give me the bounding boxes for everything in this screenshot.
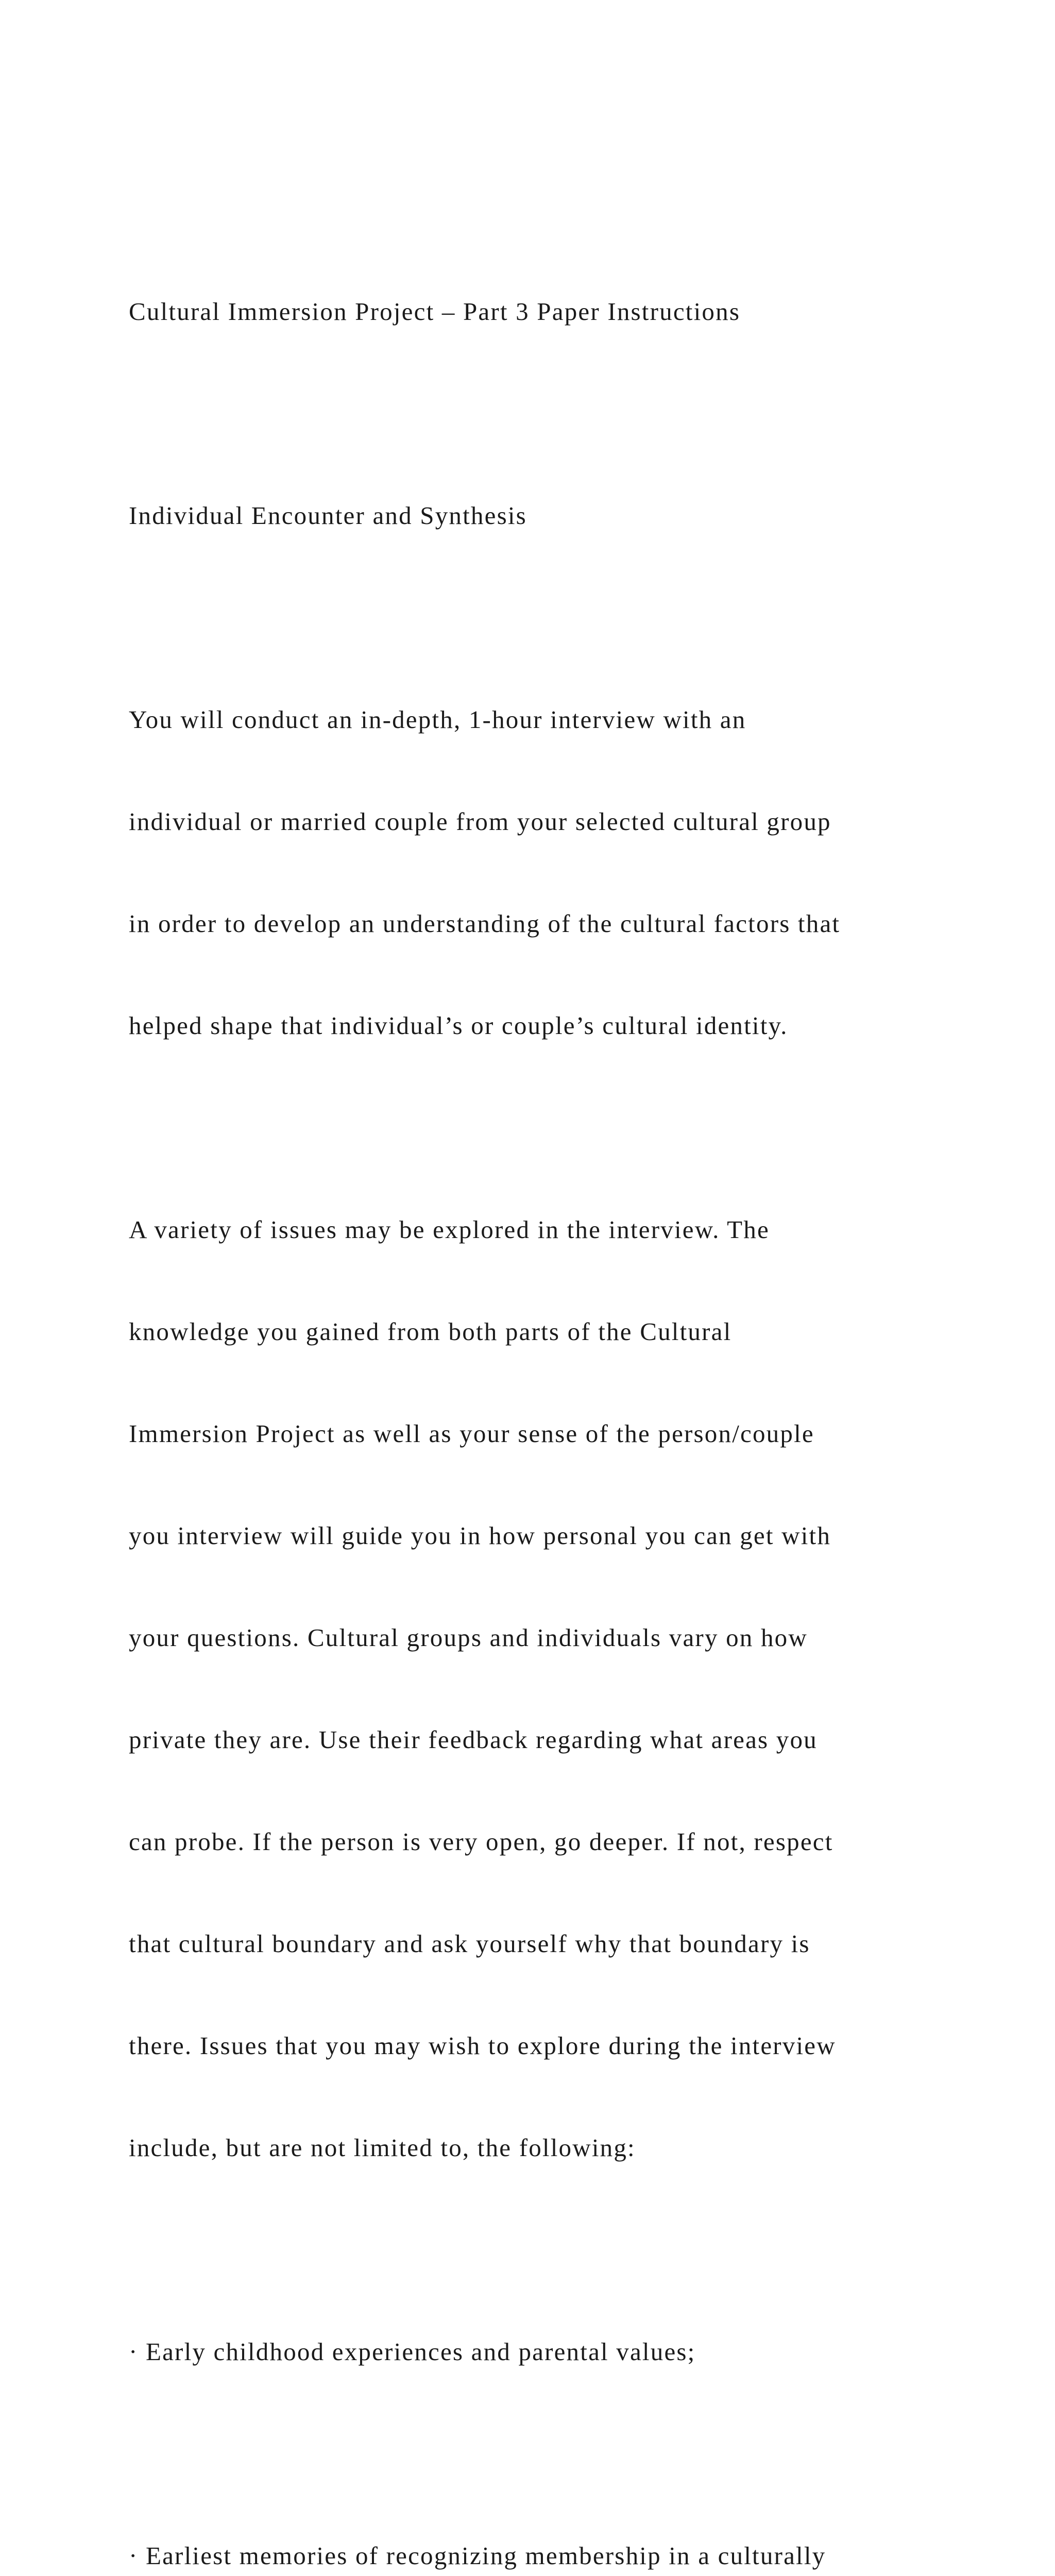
intro-line: in order to develop an understanding of the cultural factors that <box>129 909 841 938</box>
intro-line: helped shape that individual’s or couple’s cultural identity. <box>129 1011 788 1040</box>
issues-line: private they are. Use their feedback regarding what areas you <box>129 1725 818 1754</box>
issues-line: knowledge you gained from both parts of the Cultural <box>129 1317 732 1346</box>
bullet-item: · Early childhood experiences and parental values; <box>129 2337 696 2366</box>
issues-line: include, but are not limited to, the following: <box>129 2133 636 2162</box>
intro-line: You will conduct an in-depth, 1-hour interview with an <box>129 705 746 734</box>
issues-line: there. Issues that you may wish to explore during the interview <box>129 2031 836 2060</box>
intro-paragraph <box>129 635 953 1111</box>
issues-line: can probe. If the person is very open, go deeper. If not, respect <box>129 1827 833 1856</box>
issues-line: that cultural boundary and ask yourself why that boundary is <box>129 1929 810 1958</box>
issues-paragraph <box>129 1145 953 2233</box>
issues-line: your questions. Cultural groups and individuals vary on how <box>129 1623 808 1652</box>
issues-line: Immersion Project as well as your sense of the person/couple <box>129 1419 814 1448</box>
bullet-item: · Earliest memories of recognizing membership in a culturally <box>129 2541 826 2570</box>
document-subtitle: Individual Encounter and Synthesis <box>129 501 527 530</box>
document-title: Cultural Immersion Project – Part 3 Paper Instructions <box>129 297 741 326</box>
issues-line: A variety of issues may be explored in the interview. The <box>129 1215 770 1244</box>
document-body <box>129 227 953 2576</box>
intro-line: individual or married couple from your selected cultural group <box>129 807 831 836</box>
issues-line: you interview will guide you in how personal you can get with <box>129 1521 831 1550</box>
